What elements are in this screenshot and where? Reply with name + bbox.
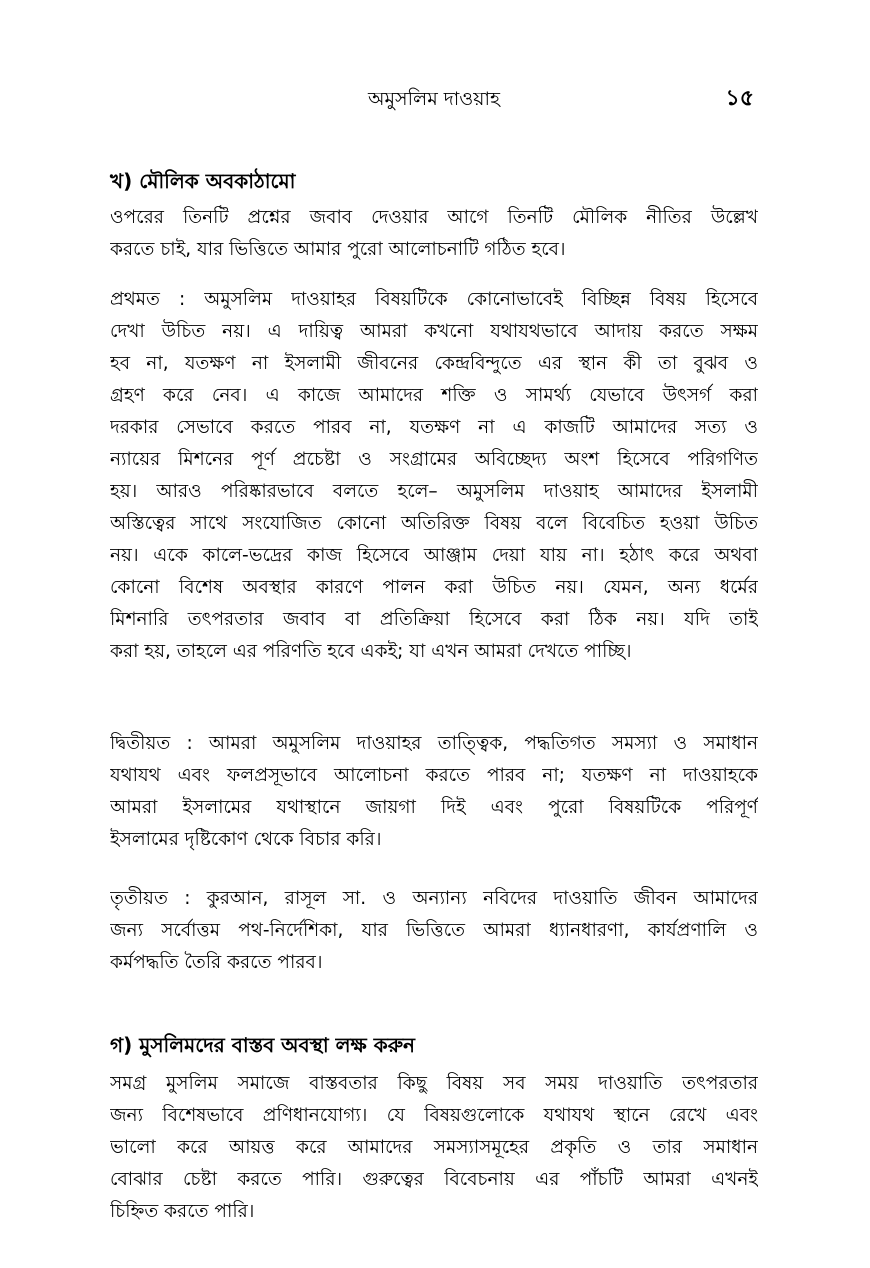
text-line: কর্মপদ্ধতি তৈরি করতে পারব। [110, 952, 323, 973]
text-line: দেখা উচিত নয়। এ দায়িত্ব আমরা কখনো যথাযথভাবে আদায় করতে সক্ষম [110, 321, 758, 342]
text-line: সমগ্র মুসলিম সমাজে বাস্তবতার কিছু বিষয় সব সময় দাওয়াতি তৎপরতার [110, 1073, 758, 1094]
section-heading-fundamental-framework: খ) মৌলিক অবকাঠামো [110, 169, 296, 193]
section-heading-muslim-reality: গ) মুসলিমদের বাস্তব অবস্থা লক্ষ করুন [110, 1033, 415, 1057]
text-line: গ্রহণ করে নেব। এ কাজে আমাদের শক্তি ও সামর্থ্য যেভাবে উৎসর্গ করা [110, 385, 758, 406]
text-line: করা হয়, তাহলে এর পরিণতি হবে একই; যা এখন আমরা দেখতে পাচ্ছি। [110, 641, 632, 662]
running-title: অমুসলিম দাওয়াহ [368, 88, 500, 110]
text-line: দরকার সেভাবে করতে পারব না, যতক্ষণ না এ কাজটি আমাদের সত্য ও [110, 417, 758, 438]
paragraph-second-principle [110, 728, 758, 856]
paragraph-intro [110, 202, 758, 266]
text-line: তৃতীয়ত : কুরআন, রাসূল সা. ও অন্যান্য নবিদের দাওয়াতি জীবন আমাদের [110, 888, 758, 909]
paragraph-first-principle [110, 284, 758, 668]
running-header [110, 84, 758, 114]
text-line: ইসলামের দৃষ্টিকোণ থেকে বিচার করি। [110, 829, 382, 850]
text-line: আমরা ইসলামের যথাস্থানে জায়গা দিই এবং পুরো বিষয়টিকে পরিপূর্ণ [110, 797, 758, 818]
text-line: হয়। আরও পরিষ্কারভাবে বলতে হলে– অমুসলিম দাওয়াহ আমাদের ইসলামী [110, 481, 758, 502]
text-line: হব না, যতক্ষণ না ইসলামী জীবনের কেন্দ্রবিন্দুতে এর স্থান কী তা বুঝব ও [110, 353, 758, 374]
text-line: অস্তিত্বের সাথে সংযোজিত কোনো অতিরিক্ত বিষয় বলে বিবেচিত হওয়া উচিত [110, 513, 758, 534]
text-line: জন্য বিশেষভাবে প্রণিধানযোগ্য। যে বিষয়গুলোকে যথাযথ স্থানে রেখে এবং [110, 1105, 758, 1126]
text-line: যথাযথ এবং ফলপ্রসূভাবে আলোচনা করতে পারব না; যতক্ষণ না দাওয়াহকে [110, 765, 758, 786]
text-line: কোনো বিশেষ অবস্থার কারণে পালন করা উচিত নয়। যেমন, অন্য ধর্মের [110, 577, 758, 598]
book-page [110, 0, 758, 1268]
text-line: ন্যায়ের মিশনের পূর্ণ প্রচেষ্টা ও সংগ্রামের অবিচ্ছেদ্য অংশ হিসেবে পরিগণিত [110, 449, 758, 470]
paragraph-muslim-reality [110, 1068, 758, 1228]
text-line: দ্বিতীয়ত : আমরা অমুসলিম দাওয়াহর তাত্ত্বিক, পদ্ধতিগত সমস্যা ও সমাধান [110, 733, 758, 754]
text-line: নয়। একে কালে-ভদ্রের কাজ হিসেবে আঞ্জাম দেয়া যায় না। হঠাৎ করে অথবা [110, 545, 758, 566]
text-line: প্রথমত : অমুসলিম দাওয়াহর বিষয়টিকে কোনোভাবেই বিচ্ছিন্ন বিষয় হিসেবে [110, 289, 758, 310]
text-line: ওপরের তিনটি প্রশ্নের জবাব দেওয়ার আগে তিনটি মৌলিক নীতির উল্লেখ [110, 207, 758, 228]
page-number: ১৫ [725, 86, 754, 111]
text-line: চিহ্নিত করতে পারি। [110, 1201, 255, 1222]
text-line: করতে চাই, যার ভিত্তিতে আমার পুরো আলোচনাটি গঠিত হবে। [110, 239, 566, 260]
text-line: ভালো করে আয়ত্ত করে আমাদের সমস্যাসমূহের প্রকৃতি ও তার সমাধান [110, 1137, 758, 1158]
text-line: মিশনারি তৎপরতার জবাব বা প্রতিক্রিয়া হিসেবে করা ঠিক নয়। যদি তাই [110, 609, 758, 630]
text-line: বোঝার চেষ্টা করতে পারি। গুরুত্বের বিবেচনায় এর পাঁচটি আমরা এখনই [110, 1169, 758, 1190]
paragraph-third-principle [110, 883, 758, 979]
text-line: জন্য সর্বোত্তম পথ-নির্দেশিকা, যার ভিত্তিতে আমরা ধ্যানধারণা, কার্যপ্রণালি ও [110, 920, 758, 941]
